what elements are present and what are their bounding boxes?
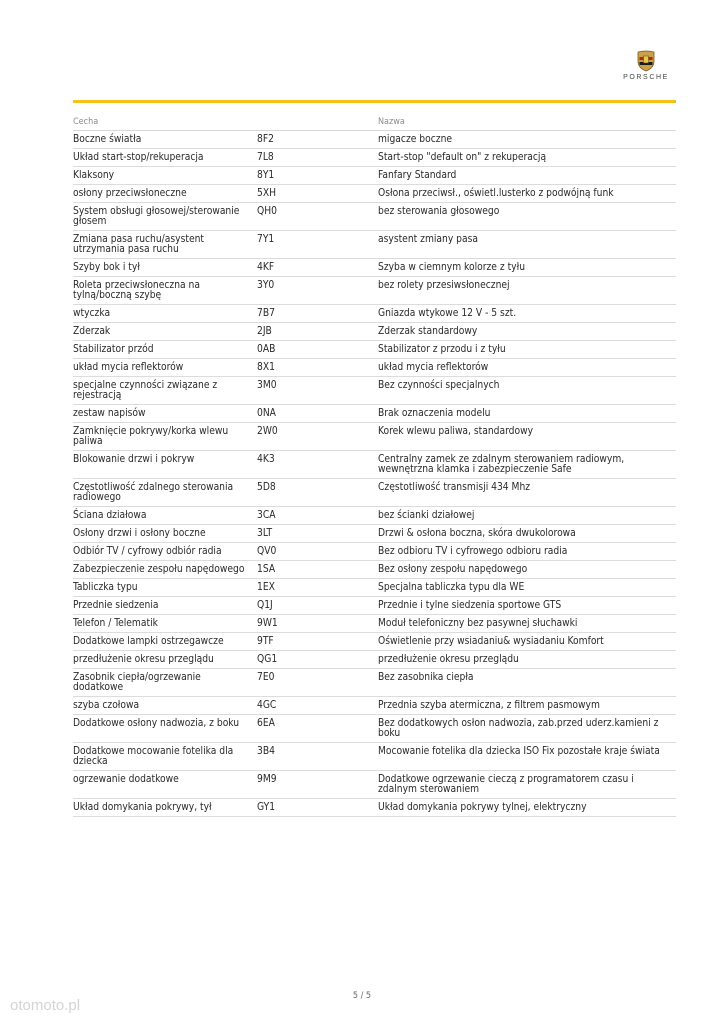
table-row xyxy=(73,615,676,633)
row-name: bez sterowania głosowego xyxy=(378,206,500,217)
table-row xyxy=(73,543,676,561)
row-feature: Klaksony xyxy=(73,170,115,181)
row-name: Korek wlewu paliwa, standardowy xyxy=(378,426,534,437)
row-code: 5D8 xyxy=(257,482,276,493)
row-feature: zestaw napisów xyxy=(73,408,146,419)
brand-wordmark: PORSCHE xyxy=(623,74,669,81)
table-row xyxy=(73,323,676,341)
row-name: Brak oznaczenia modelu xyxy=(378,408,491,419)
table-row xyxy=(73,479,676,507)
row-feature: Dodatkowe osłony nadwozia, z boku xyxy=(73,718,240,729)
row-name: Start-stop "default on" z rekuperacją xyxy=(378,152,547,163)
row-name: migacze boczne xyxy=(378,134,453,145)
table-row xyxy=(73,507,676,525)
row-feature: Zmiana pasa ruchu/asystent utrzymania pasa ruchu xyxy=(73,234,204,255)
table-row xyxy=(73,633,676,651)
row-code: 8X1 xyxy=(257,362,275,373)
row-feature: Boczne światła xyxy=(73,134,142,145)
row-name: przedłużenie okresu przeglądu xyxy=(378,654,519,665)
row-code: 0NA xyxy=(257,408,276,419)
table-row xyxy=(73,341,676,359)
row-code: QG1 xyxy=(257,654,278,665)
row-feature: przedłużenie okresu przeglądu xyxy=(73,654,214,665)
porsche-crest-icon xyxy=(637,50,655,72)
row-code: 9W1 xyxy=(257,618,278,629)
table-row xyxy=(73,597,676,615)
row-code: 7Y1 xyxy=(257,234,275,245)
row-feature: Częstotliwość zdalnego sterowania radiowego xyxy=(73,482,234,503)
row-code: 4KF xyxy=(257,262,275,273)
row-feature: ogrzewanie dodatkowe xyxy=(73,774,179,785)
row-code: 3M0 xyxy=(257,380,277,391)
row-name: Bez osłony zespołu napędowego xyxy=(378,564,528,575)
row-code: 3B4 xyxy=(257,746,275,757)
row-name: bez rolety przesiwsłonecznej xyxy=(378,280,510,291)
table-row xyxy=(73,277,676,305)
row-name: Zderzak standardowy xyxy=(378,326,478,337)
row-feature: układ mycia reflektorów xyxy=(73,362,184,373)
row-code: 7B7 xyxy=(257,308,275,319)
row-code: 3LT xyxy=(257,528,273,539)
table-row xyxy=(73,185,676,203)
row-feature: Przednie siedzenia xyxy=(73,600,159,611)
table-row xyxy=(73,669,676,697)
row-feature: Stabilizator przód xyxy=(73,344,154,355)
row-name: Oświetlenie przy wsiadaniu& wysiadaniu Komfort xyxy=(378,636,604,647)
table-row xyxy=(73,561,676,579)
table-header xyxy=(73,115,676,131)
row-name: Drzwi & osłona boczna, skóra dwukolorowa xyxy=(378,528,576,539)
site-watermark: otomoto.pl xyxy=(10,997,81,1014)
table-row xyxy=(73,259,676,277)
row-feature: wtyczka xyxy=(73,308,111,319)
row-code: Q1J xyxy=(257,600,273,611)
page-number: 5 / 5 xyxy=(352,991,372,1001)
row-name: Przednie i tylne siedzenia sportowe GTS xyxy=(378,600,562,611)
row-code: QV0 xyxy=(257,546,277,557)
row-code: 7L8 xyxy=(257,152,274,163)
row-feature: Telefon / Telematik xyxy=(73,618,158,629)
row-feature: Odbiór TV / cyfrowy odbiór radia xyxy=(73,546,222,557)
porsche-logo xyxy=(615,50,677,81)
table-body xyxy=(73,131,676,817)
table-row xyxy=(73,423,676,451)
row-name: Bez czynności specjalnych xyxy=(378,380,500,391)
row-code: 8Y1 xyxy=(257,170,275,181)
row-name: Mocowanie fotelika dla dziecka ISO Fix pozostałe kraje świata xyxy=(378,746,660,757)
row-code: 3CA xyxy=(257,510,276,521)
row-code: 2JB xyxy=(257,326,272,337)
row-name: Szyba w ciemnym kolorze z tyłu xyxy=(378,262,526,273)
table-row xyxy=(73,697,676,715)
row-name: Stabilizator z przodu i z tyłu xyxy=(378,344,506,355)
table-row xyxy=(73,405,676,423)
row-code: GY1 xyxy=(257,802,276,813)
table-row xyxy=(73,451,676,479)
row-feature: Dodatkowe lampki ostrzegawcze xyxy=(73,636,224,647)
row-feature: Zderzak xyxy=(73,326,111,337)
header-name: Nazwa xyxy=(378,117,405,127)
table-row xyxy=(73,579,676,597)
row-name: Bez odbioru TV i cyfrowego odbioru radia xyxy=(378,546,568,557)
row-name: Bez dodatkowych osłon nadwozia, zab.przed uderz.kamieni z boku xyxy=(378,718,659,739)
row-feature: Osłony drzwi i osłony boczne xyxy=(73,528,206,539)
row-feature: System obsługi głosowej/sterowanie głosem xyxy=(73,206,240,227)
row-feature: Zamknięcie pokrywy/korka wlewu paliwa xyxy=(73,426,229,447)
row-name: Bez zasobnika ciepła xyxy=(378,672,474,683)
row-feature: Tabliczka typu xyxy=(73,582,138,593)
row-code: 7E0 xyxy=(257,672,275,683)
row-code: QH0 xyxy=(257,206,277,217)
table-row xyxy=(73,743,676,771)
row-feature: Układ domykania pokrywy, tył xyxy=(73,802,212,813)
table-row xyxy=(73,525,676,543)
header-code xyxy=(257,115,378,130)
table-row xyxy=(73,305,676,323)
row-code: 1SA xyxy=(257,564,276,575)
table-row xyxy=(73,771,676,799)
row-code: 0AB xyxy=(257,344,276,355)
table-row xyxy=(73,203,676,231)
row-name: Moduł telefoniczny bez pasywnej słuchawki xyxy=(378,618,578,629)
row-code: 6EA xyxy=(257,718,275,729)
row-name: układ mycia reflektorów xyxy=(378,362,489,373)
row-code: 4K3 xyxy=(257,454,275,465)
table-row xyxy=(73,149,676,167)
row-name: Dodatkowe ogrzewanie cieczą z programatorem czasu i zdalnym sterowaniem xyxy=(378,774,634,795)
row-feature: Roleta przeciwsłoneczna na tylną/boczną szybę xyxy=(73,280,200,301)
row-code: 8F2 xyxy=(257,134,274,145)
row-code: 1EX xyxy=(257,582,275,593)
table-row xyxy=(73,359,676,377)
row-feature: Szyby bok i tył xyxy=(73,262,140,273)
row-code: 9TF xyxy=(257,636,274,647)
row-feature: Zasobnik ciepła/ogrzewanie dodatkowe xyxy=(73,672,201,693)
table-row xyxy=(73,131,676,149)
row-feature: Dodatkowe mocowanie fotelika dla dziecka xyxy=(73,746,234,767)
row-code: 4GC xyxy=(257,700,277,711)
row-name: Specjalna tabliczka typu dla WE xyxy=(378,582,525,593)
row-name: bez ścianki działowej xyxy=(378,510,475,521)
row-name: Układ domykania pokrywy tylnej, elektryczny xyxy=(378,802,587,813)
row-code: 5XH xyxy=(257,188,277,199)
table-row xyxy=(73,377,676,405)
row-name: Centralny zamek ze zdalnym sterowaniem radiowym, wewnętrzna klamka i zabezpieczenie Safe xyxy=(378,454,625,475)
row-name: asystent zmiany pasa xyxy=(378,234,479,245)
table-row xyxy=(73,715,676,743)
table-row xyxy=(73,799,676,817)
header-accent-rule xyxy=(73,100,676,103)
row-name: Przednia szyba atermiczna, z filtrem pasmowym xyxy=(378,700,600,711)
table-row xyxy=(73,231,676,259)
row-feature: specjalne czynności związane z rejestracją xyxy=(73,380,218,401)
row-feature: Zabezpieczenie zespołu napędowego xyxy=(73,564,245,575)
row-feature: szyba czołowa xyxy=(73,700,140,711)
table-row xyxy=(73,167,676,185)
row-name: Gniazda wtykowe 12 V - 5 szt. xyxy=(378,308,517,319)
equipment-table xyxy=(73,115,676,817)
row-code: 9M9 xyxy=(257,774,277,785)
row-feature: osłony przeciwsłoneczne xyxy=(73,188,187,199)
row-feature: Układ start-stop/rekuperacja xyxy=(73,152,204,163)
row-name: Osłona przeciwsł., oświetl.lusterko z podwójną funk xyxy=(378,188,614,199)
row-name: Fanfary Standard xyxy=(378,170,457,181)
row-feature: Ściana działowa xyxy=(73,510,147,521)
table-row xyxy=(73,651,676,669)
row-feature: Blokowanie drzwi i pokryw xyxy=(73,454,195,465)
row-code: 3Y0 xyxy=(257,280,275,291)
header-feature: Cecha xyxy=(73,117,99,127)
row-code: 2W0 xyxy=(257,426,278,437)
row-name: Częstotliwość transmisji 434 Mhz xyxy=(378,482,531,493)
